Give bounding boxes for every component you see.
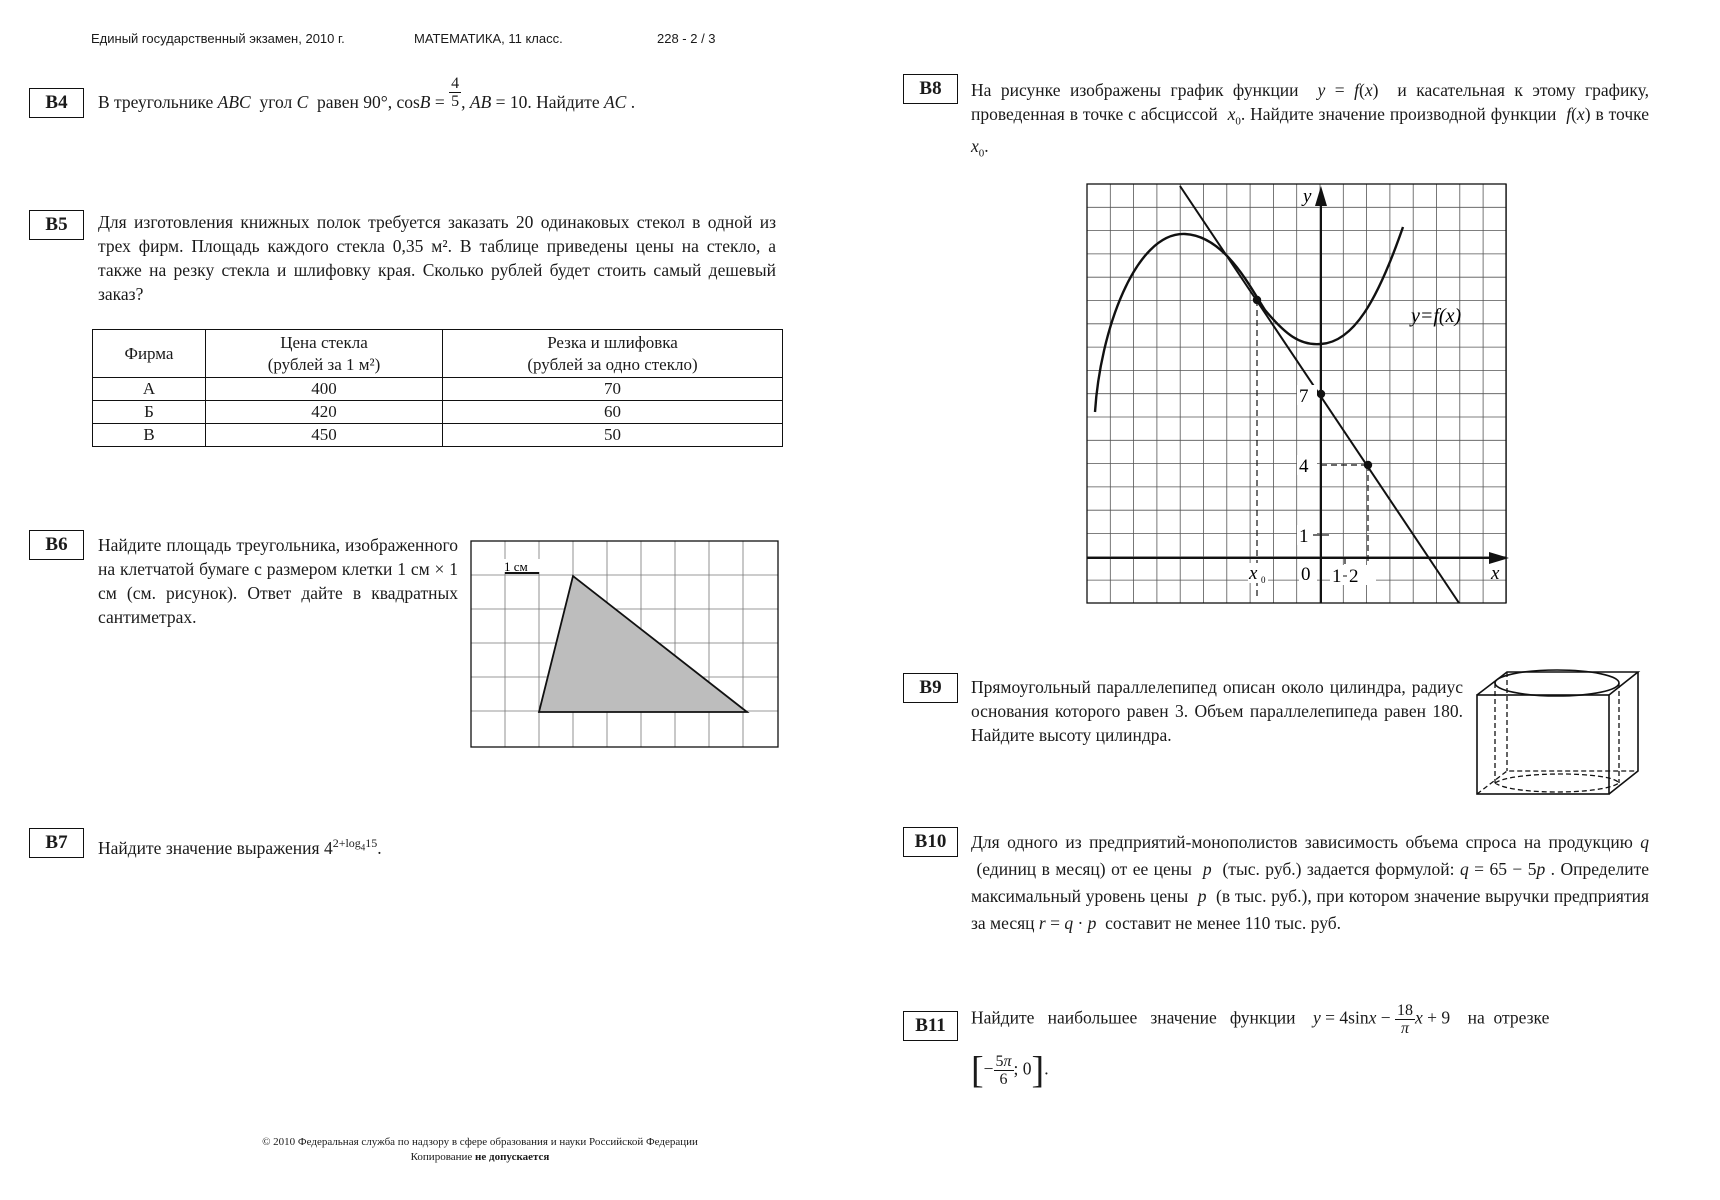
task-b5-text: Для изготовления книжных полок требуется заказать 20 одинаковых стекол в одной из трех фирм. Площадь каждого стекла 0,35 м². В таблице приведены цены на стекло, а также на резку стекла и шлифовку края. Сколько рублей будет стоить самый дешевый заказ? — [98, 212, 776, 304]
th-cutting: Резка и шлифовка (рублей за одно стекло) — [443, 330, 783, 378]
tick-1: 1 — [1299, 526, 1309, 547]
task-b7-text: Найдите значение выражения $4^{2+log_415}$. — [98, 836, 382, 858]
tick-0: 0 — [1301, 564, 1311, 585]
task-label-b11: B11 — [903, 1011, 958, 1041]
task-label-b10: B10 — [903, 827, 958, 857]
tick-4: 4 — [1299, 456, 1309, 477]
footer-copy-notice: Копирование не допускается — [410, 1151, 550, 1163]
task-label-b6: B6 — [29, 530, 84, 560]
scale-label: 1 см — [504, 559, 528, 574]
box-cylinder-figure — [1472, 665, 1644, 800]
function-curve — [1095, 227, 1403, 412]
th-glass-price: Цена стекла (рублей за 1 м²) — [206, 330, 443, 378]
task-b6-text: Найдите площадь треугольника, изображенного на клетчатой бумаге с размером клетки 1 см × 1 см (см. рисунок). Ответ дайте в квадратных сантиметрах. — [98, 535, 458, 627]
task-label-b5: B5 — [29, 210, 84, 240]
page-number: 228 - 2 / 3 — [657, 31, 716, 46]
subject-title: МАТЕМАТИКА, 11 класс. — [414, 31, 563, 46]
task-label-b7: B7 — [29, 828, 84, 858]
svg-text:0: 0 — [1261, 575, 1266, 585]
function-label: y=f(x) — [1411, 305, 1462, 327]
task-label-b9: B9 — [903, 673, 958, 703]
table-row: Б 420 60 — [93, 401, 783, 424]
footer-copyright: © 2010 Федеральная служба по надзору в сфере образования и науки Российской Федерации — [262, 1136, 698, 1148]
task-b11-interval: [− $\frac{5\pi}{6}$ ; 0]. — [971, 1049, 1049, 1092]
x0-label: x — [1249, 563, 1258, 584]
shaded-triangle — [539, 576, 747, 712]
price-table — [92, 329, 783, 447]
tick-x1: 1 — [1332, 566, 1342, 587]
task-b4-text: В треугольнике ABC угол C равен 90°, cosB = $\frac{4}{5}$ , AB = 10. Найдите AC . — [98, 75, 636, 112]
task-b8-text: На рисунке изображены график функции y = f(x) и касательная к этому графику, проведенная в точке с абсциссой $x_0$. Найдите значение производной функции f(x) в точке $x_0$. — [971, 80, 1650, 159]
tick-7: 7 — [1299, 386, 1309, 407]
y-axis-label: y — [1303, 186, 1312, 207]
table-row: В 450 50 — [93, 424, 783, 447]
exam-title: Единый государственный экзамен, 2010 г. — [91, 31, 345, 46]
function-graph — [1085, 182, 1515, 607]
th-firm: Фирма — [93, 330, 206, 378]
task-b10-text: Для одного из предприятий-монополистов зависимость объема спроса на продукцию q (единиц в месяц) от ее цены p (тыс. руб.) задается формулой: q = 65 − 5p . Определите максимальный уровень цены p (в тыс. руб.), при котором значение выручки предприятия за месяц r = q · p составит не менее 110 тыс. руб. — [971, 832, 1650, 933]
tick-x2: 2 — [1349, 566, 1359, 587]
task-label-b8: B8 — [903, 74, 958, 104]
task-b11-text: Найдите наибольшее значение функции y = 4sinx − $\frac{18}{\pi}$ x + 9 на отрезке — [971, 1002, 1550, 1037]
x-axis-label: x — [1491, 563, 1500, 584]
task-label-b4: B4 — [29, 88, 84, 118]
triangle-grid-figure — [470, 540, 782, 750]
table-row: А 400 70 — [93, 378, 783, 401]
task-b9-text: Прямоугольный параллелепипед описан около цилиндра, радиус основания которого равен 3. Объем параллелепипеда равен 180. Найдите высоту цилиндра. — [971, 677, 1463, 745]
